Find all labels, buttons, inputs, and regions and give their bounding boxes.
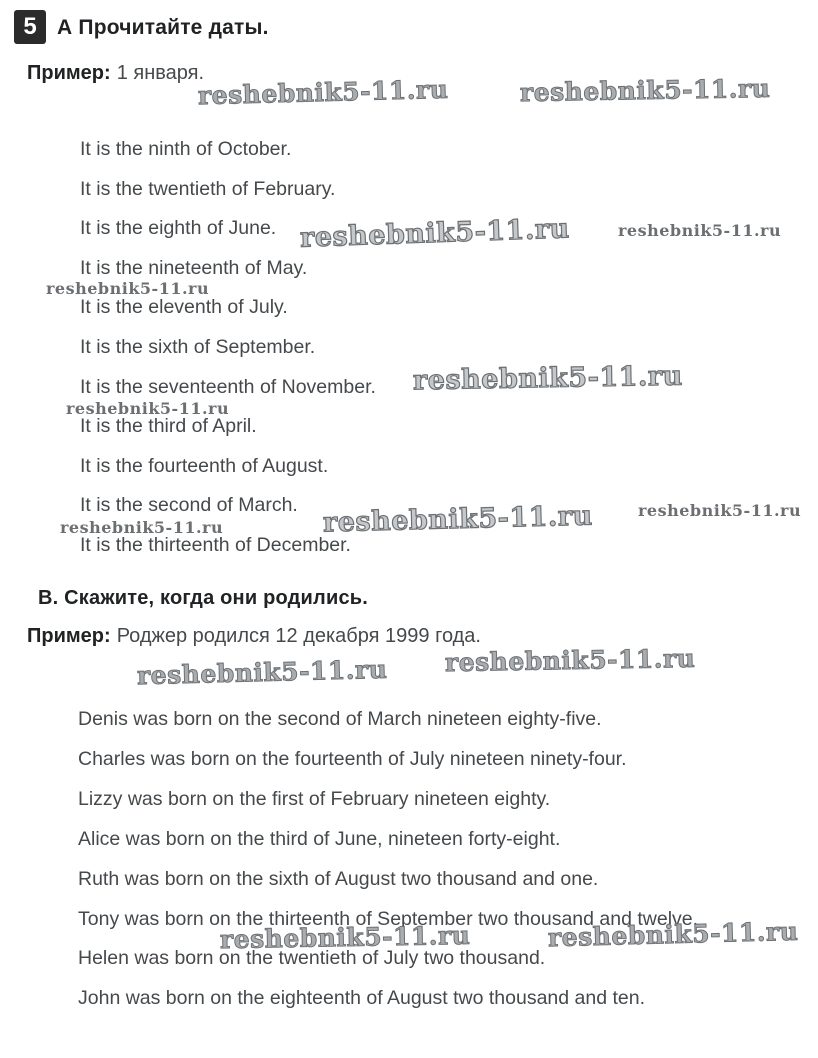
sentence-line: It is the nineteenth of May. bbox=[80, 256, 308, 279]
sentence-line: Lizzy was born on the first of February nineteen eighty. bbox=[78, 787, 551, 810]
watermark: reshebnik5-11.ru bbox=[547, 916, 799, 953]
watermark: reshebnik5-11.ru bbox=[66, 399, 230, 418]
watermark: reshebnik5-11.ru bbox=[412, 360, 683, 397]
section-a-example-text: 1 января. bbox=[116, 62, 205, 84]
sentence-line: It is the twentieth of February. bbox=[80, 177, 336, 200]
sentence-line: It is the ninth of October. bbox=[80, 138, 292, 160]
watermark: reshebnik5-11.ru bbox=[219, 920, 471, 955]
watermark: reshebnik5-11.ru bbox=[136, 654, 388, 691]
watermark: reshebnik5-11.ru bbox=[46, 279, 210, 298]
watermark: reshebnik5-11.ru bbox=[299, 213, 571, 254]
watermark: reshebnik5-11.ru bbox=[444, 643, 696, 678]
sentence-line: Tony was born on the thirteenth of September two thousand and twelve. bbox=[78, 907, 699, 930]
section-b-example bbox=[27, 625, 481, 648]
sentence-line: It is the second of March. bbox=[80, 494, 298, 517]
exercise-number-badge: 5 bbox=[14, 10, 46, 44]
sentence-line: It is the eleventh of July. bbox=[80, 296, 288, 319]
watermark: reshebnik5-11.ru bbox=[197, 74, 449, 111]
sentence-line: Charles was born on the fourteenth of July nineteen ninety-four. bbox=[78, 747, 627, 770]
section-a-example bbox=[27, 62, 204, 85]
section-a-title: А Прочитайте даты. bbox=[57, 16, 269, 39]
section-b-sentences bbox=[78, 700, 698, 1019]
watermark: reshebnik5-11.ru bbox=[618, 221, 782, 240]
sentence-line: It is the eighth of June. bbox=[80, 217, 277, 240]
sentence-line: Ruth was born on the sixth of August two thousand and one. bbox=[78, 867, 599, 890]
sentence-line: Alice was born on the third of June, nineteen forty-eight. bbox=[78, 827, 561, 850]
sentence-line: It is the sixth of September. bbox=[80, 335, 316, 358]
sentence-line: It is the thirteenth of December. bbox=[80, 533, 351, 556]
section-a-example-label: Пример: bbox=[27, 62, 111, 84]
section-b-example-label: Пример: bbox=[27, 625, 111, 647]
sentence-line: It is the fourteenth of August. bbox=[80, 454, 329, 477]
section-b-example-text: Роджер родился 12 декабря 1999 года. bbox=[116, 625, 481, 647]
watermark: reshebnik5-11.ru bbox=[60, 518, 224, 537]
section-b-title: В. Скажите, когда они родились. bbox=[38, 587, 369, 609]
section-a-sentences bbox=[80, 130, 376, 566]
sentence-line: Helen was born on the twentieth of July two thousand. bbox=[78, 947, 546, 970]
sentence-line: It is the seventeenth of November. bbox=[80, 375, 376, 398]
sentence-line: John was born on the eighteenth of August two thousand and ten. bbox=[78, 987, 646, 1010]
watermark: reshebnik5-11.ru bbox=[322, 500, 594, 539]
watermark: reshebnik5-11.ru bbox=[519, 73, 771, 108]
sentence-line: It is the third of April. bbox=[80, 415, 257, 438]
sentence-line: Denis was born on the second of March nineteen eighty-five. bbox=[78, 708, 602, 730]
watermark: reshebnik5-11.ru bbox=[638, 501, 802, 520]
